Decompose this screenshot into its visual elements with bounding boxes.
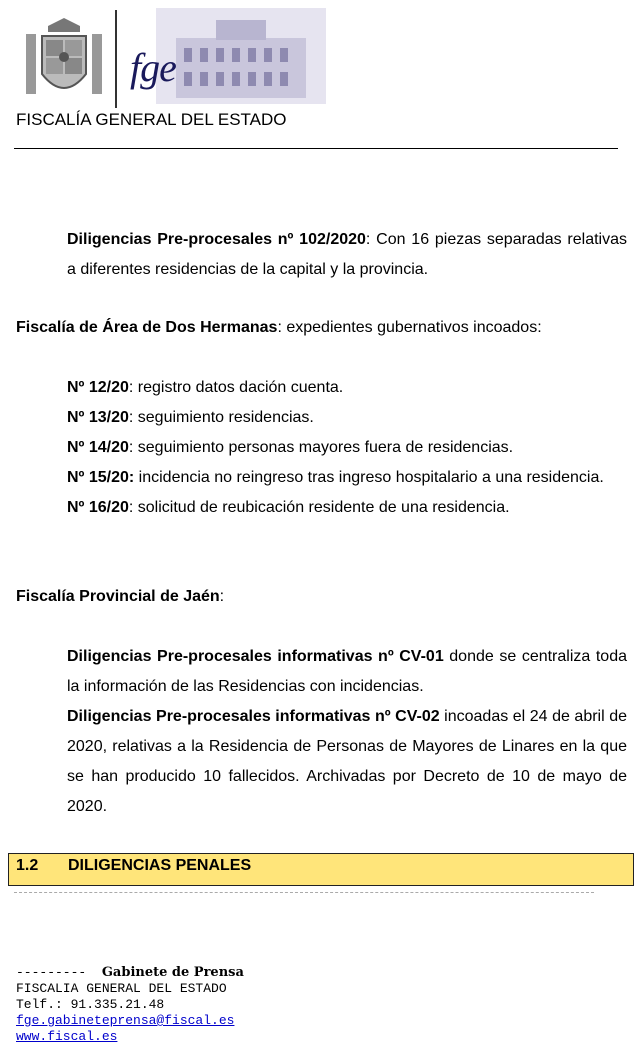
dos-hermanas-text: : expedientes gubernativos incoados: xyxy=(277,319,542,336)
list-item: Nº 15/20: incidencia no reingreso tras ingreso hospitalario a una residencia. xyxy=(67,469,604,486)
coat-of-arms-logo xyxy=(22,14,106,106)
footer-phone: Telf.: 91.335.21.48 xyxy=(16,997,165,1012)
paragraph-diligencias-102 xyxy=(67,225,627,285)
footer-office-line: --------- Gabinete de Prensa xyxy=(16,965,244,980)
expedientes-list xyxy=(67,373,627,523)
fge-logo-text: fge xyxy=(130,45,176,90)
dos-hermanas-label: Fiscalía de Área de Dos Hermanas xyxy=(16,319,278,336)
diligencias-102-text: : Con 16 piezas separadas relativas a diferentes residencias de la capital y la provincia. xyxy=(67,231,627,278)
cv02-label: Diligencias Pre-procesales informativas nº CV-02 xyxy=(67,708,440,725)
paragraph-dos-hermanas xyxy=(16,313,627,343)
paragraph-cv02 xyxy=(67,702,627,822)
org-title: FISCALÍA GENERAL DEL ESTADO xyxy=(16,110,287,129)
header-divider xyxy=(115,10,117,108)
cv01-label: Diligencias Pre-procesales informativas nº CV-01 xyxy=(67,648,444,665)
cv01-text: donde se centraliza toda la información de las Residencias con incidencias. xyxy=(67,648,627,695)
diligencias-102-label: Diligencias Pre-procesales nº 102/2020 xyxy=(67,231,366,248)
list-item: Nº 13/20: seguimiento residencias. xyxy=(67,409,314,426)
footer-org: FISCALIA GENERAL DEL ESTADO xyxy=(16,981,227,996)
jaen-label: Fiscalía Provincial de Jaén xyxy=(16,588,220,605)
list-item: Nº 12/20: registro datos dación cuenta. xyxy=(67,379,344,396)
paragraph-cv01 xyxy=(67,642,627,702)
list-item: Nº 16/20: solicitud de reubicación residente de una residencia. xyxy=(67,499,510,516)
footer-web-link[interactable]: www.fiscal.es xyxy=(16,1029,118,1044)
list-item: Nº 14/20: seguimiento personas mayores fuera de residencias. xyxy=(67,439,514,456)
paragraph-jaen: Fiscalía Provincial de Jaén: xyxy=(16,588,225,605)
footer-office: Gabinete de Prensa xyxy=(101,965,244,980)
footer-email-link[interactable]: fge.gabineteprensa@fiscal.es xyxy=(16,1013,235,1028)
section-divider xyxy=(14,892,594,893)
building-logo xyxy=(156,8,326,104)
section-number: 1.2 xyxy=(16,857,39,874)
section-title: DILIGENCIAS PENALES xyxy=(68,857,252,874)
cv02-text: incoadas el 24 de abril de 2020, relativas a la Residencia de Personas de Mayores de Linares en la que se han producido 10 fallecidos. Archivadas por Decreto de 10 de mayo de 2020. xyxy=(67,708,628,815)
header-rule xyxy=(14,148,618,149)
